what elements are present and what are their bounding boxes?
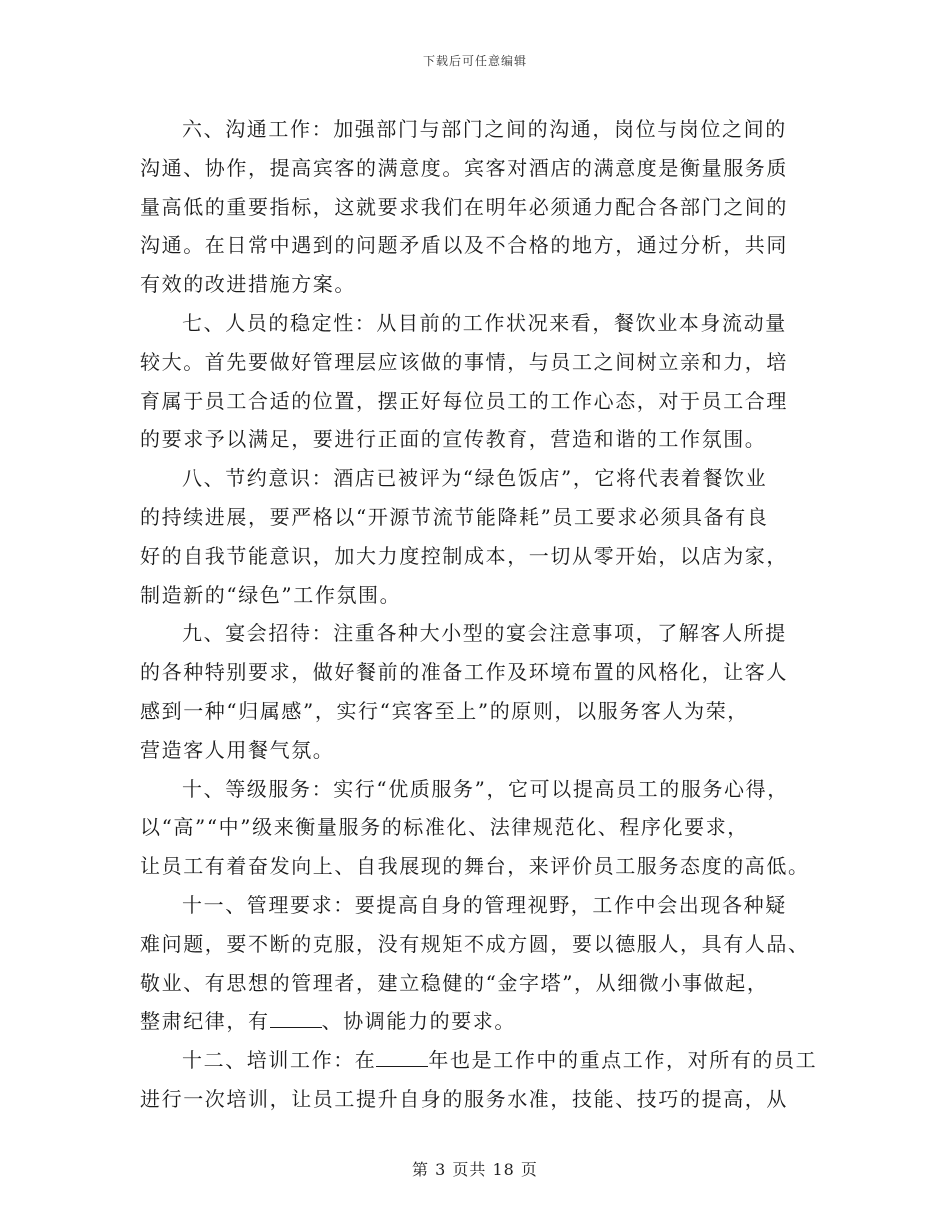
text-line: 九、宴会招待：注重各种大小型的宴会注意事项，了解客人所提: [182, 621, 787, 646]
text-segment: 、协调能力的要求。: [321, 1009, 517, 1034]
text-line: 以“高”“中”级来衡量服务的标准化、法律规范化、程序化要求，: [140, 815, 749, 840]
paragraph-staff-stability: [140, 304, 805, 459]
text-line: 的各种特别要求，做好餐前的准备工作及环境布置的风格化，让客人: [140, 660, 788, 685]
text-line: 八、节约意识：酒店已被评为“绿色饭店”，它将代表着餐饮业: [182, 466, 768, 491]
text-line: 让员工有着奋发向上、自我展现的舞台，来评价员工服务态度的高低。: [140, 854, 810, 879]
page-number: 第 3 页共 18 页: [412, 1160, 538, 1179]
paragraph-training: [140, 1041, 818, 1119]
text-line: 十一、管理要求：要提高自身的管理视野，工作中会出现各种疑: [182, 892, 787, 917]
text-line: 沟通。在日常中遇到的问题矛盾以及不合格的地方，通过分析，共同: [140, 233, 788, 258]
text-line: 制造新的“绿色”工作氛围。: [140, 582, 402, 607]
text-line: 较大。首先要做好管理层应该做的事情，与员工之间树立亲和力，培: [140, 349, 788, 374]
text-line: 营造客人用餐气氛。: [140, 737, 335, 762]
fill-in-blank: [376, 1050, 428, 1067]
text-line: 育属于员工合适的位置，摆正好每位员工的工作心态，对于员工合理: [140, 388, 788, 413]
text-line: 有效的改进措施方案。: [140, 272, 356, 297]
text-segment: 十二、培训工作：在: [182, 1048, 377, 1073]
paragraph-communication: [140, 110, 805, 304]
text-line: 沟通、协作，提高宾客的满意度。宾客对酒店的满意度是衡量服务质: [140, 155, 788, 180]
text-line: 七、人员的稳定性：从目前的工作状况来看，餐饮业本身流动量: [182, 310, 787, 335]
text-line: 进行一次培训，让员工提升自身的服务水准，技能、技巧的提高，从: [140, 1086, 788, 1111]
paragraph-management: [140, 886, 810, 1041]
document-body: [140, 110, 818, 1119]
fill-in-blank: [270, 1011, 322, 1028]
text-line: 难问题，要不断的克服，没有规矩不成方圆，要以德服人，具有人品、: [140, 931, 810, 956]
text-line: 好的自我节能意识，加大力度控制成本，一切从零开始，以店为家，: [140, 543, 788, 568]
text-line: 敬业、有思想的管理者，建立稳健的“金字塔”，从细微小事做起，: [140, 970, 769, 995]
text-segment: 年也是工作中的重点工作，对所有的员工: [428, 1048, 818, 1073]
paragraph-banquet: [140, 614, 805, 769]
text-line: 量高低的重要指标，这就要求我们在明年必须通力配合各部门之间的: [140, 194, 788, 219]
text-line-with-blank: [140, 1041, 818, 1080]
text-line-with-blank: [140, 1002, 805, 1041]
paragraph-saving-awareness: [140, 459, 805, 614]
text-line: 十、等级服务：实行“优质服务”，它可以提高员工的服务心得，: [182, 776, 789, 801]
paragraph-graded-service: [140, 770, 810, 886]
text-line: 的要求予以满足，要进行正面的宣传教育，营造和谐的工作氛围。: [140, 427, 767, 452]
text-line: 感到一种“归属感”，实行“宾客至上”的原则，以服务客人为荣，: [140, 698, 749, 723]
page-header: 下载后可任意编辑: [422, 54, 527, 68]
text-line: 六、沟通工作：加强部门与部门之间的沟通，岗位与岗位之间的: [182, 117, 787, 141]
text-segment: 整肃纪律，有: [140, 1009, 270, 1034]
text-line: 的持续进展，要严格以“开源节流节能降耗”员工要求必须具备有良: [140, 504, 769, 529]
